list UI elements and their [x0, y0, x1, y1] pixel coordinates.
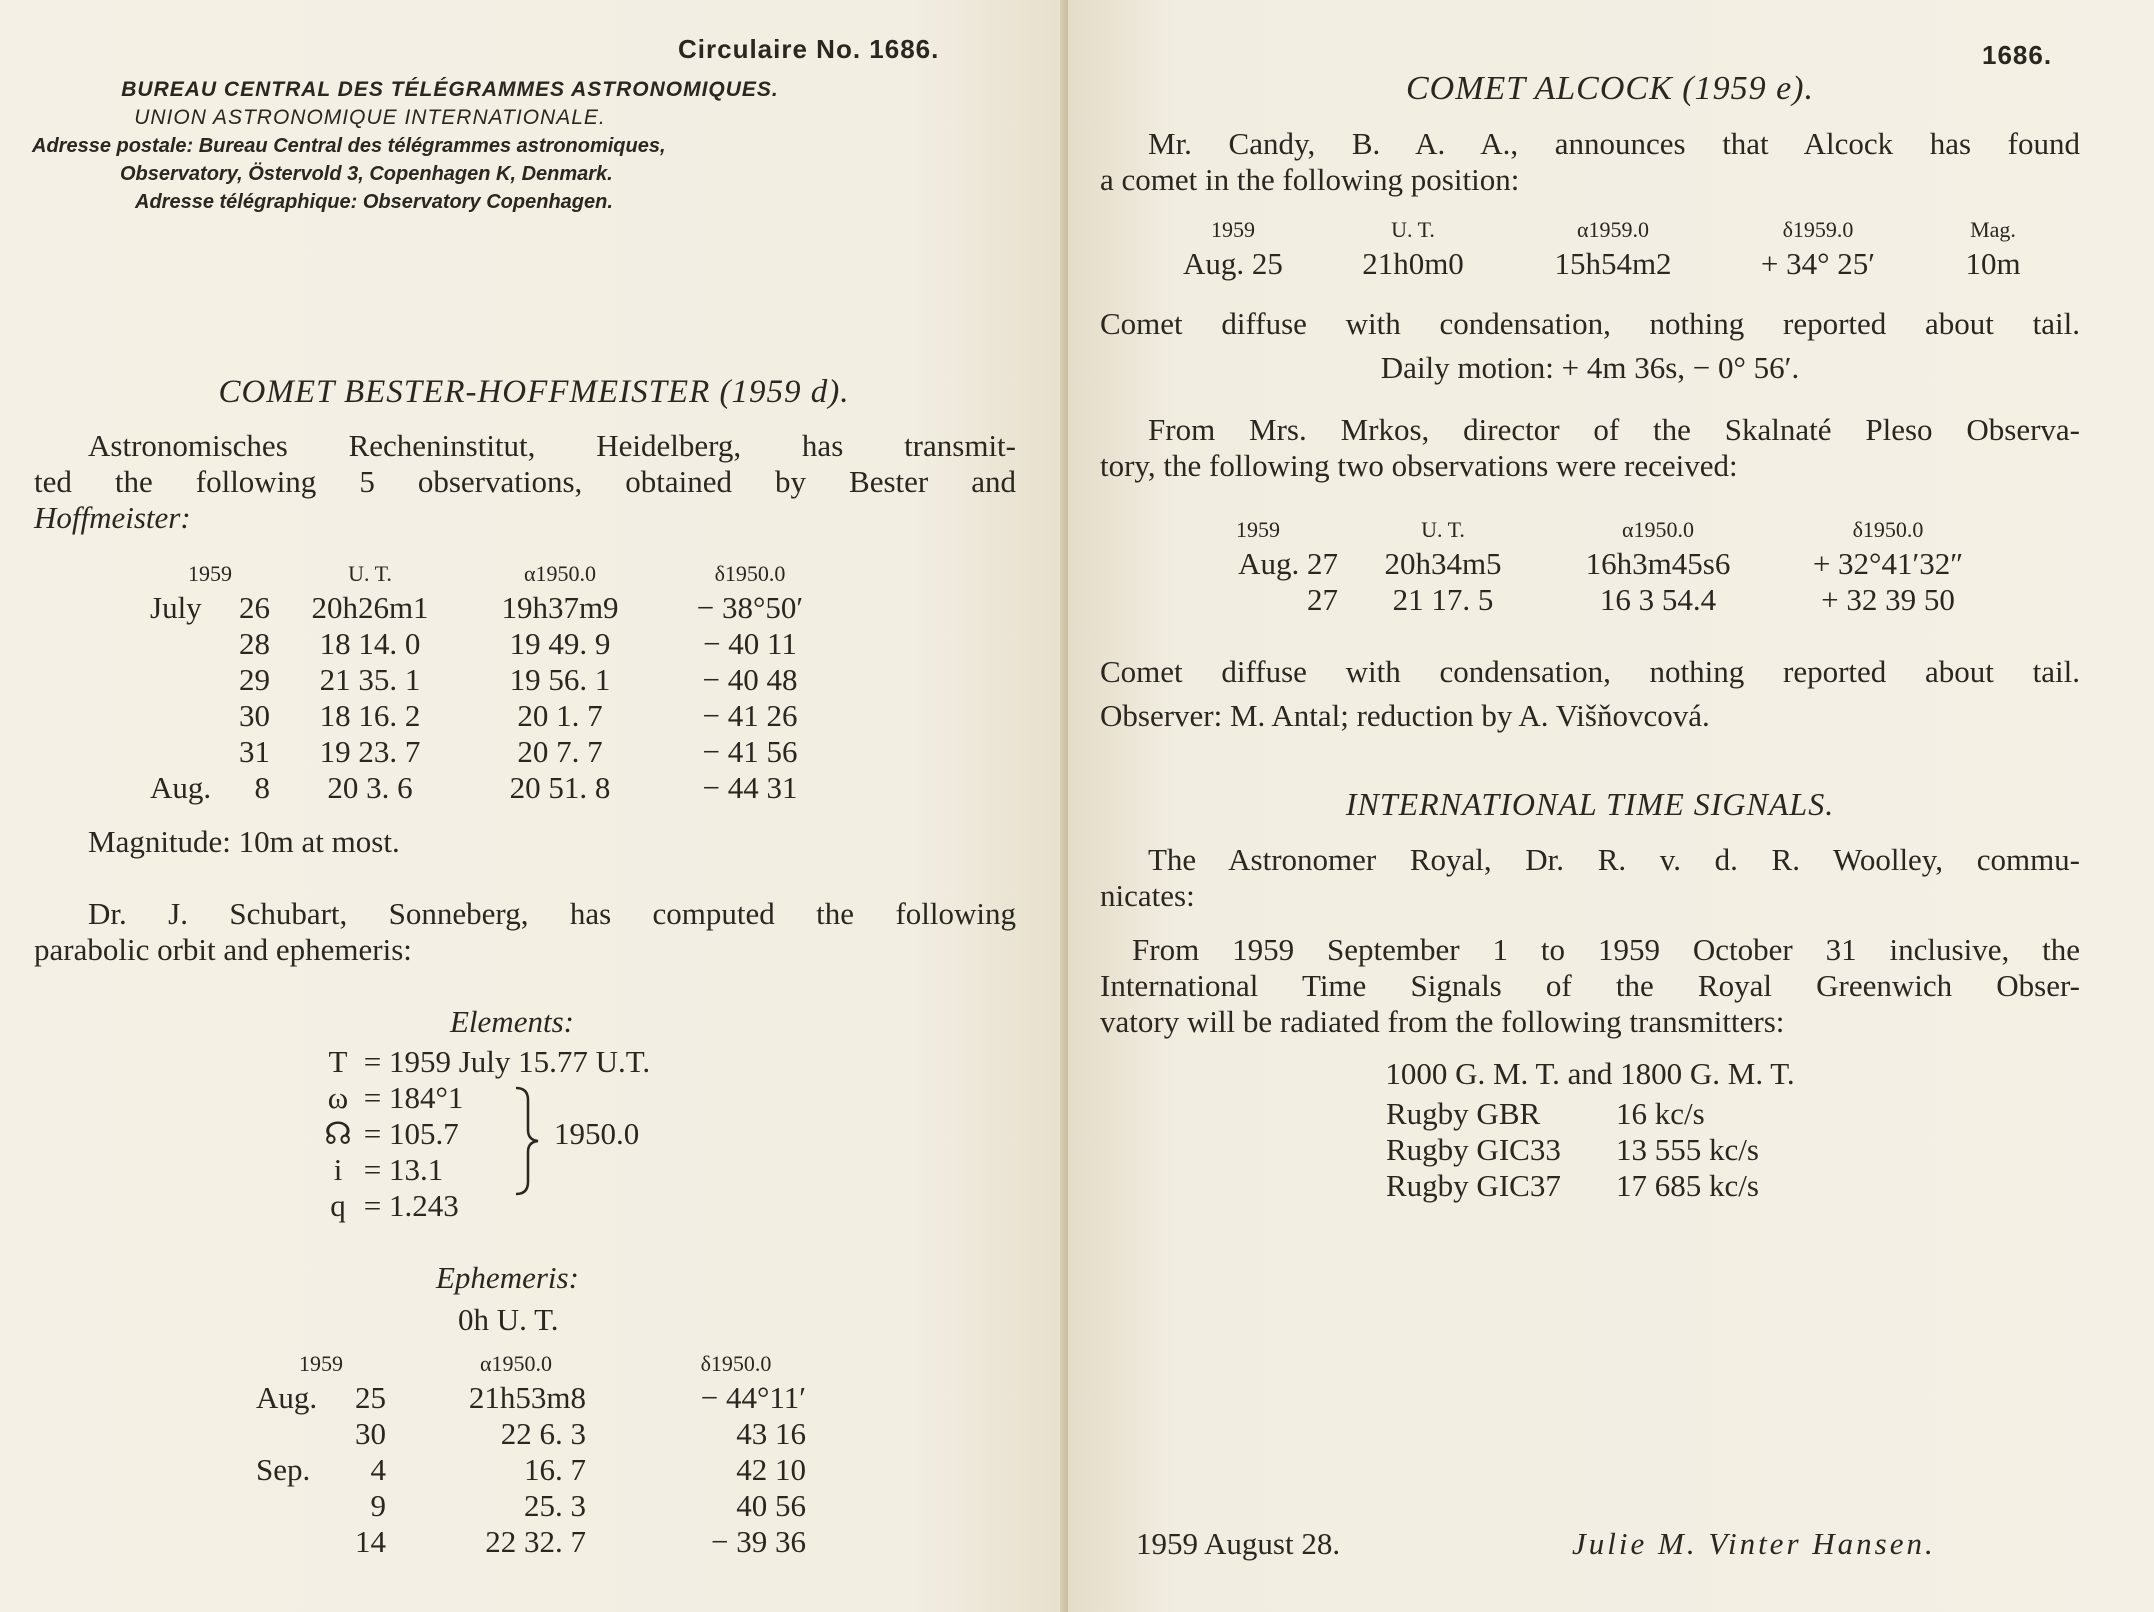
element-row: ω = 184°1: [327, 1080, 464, 1115]
schubart-line2: parabolic orbit and ephemeris:: [34, 932, 412, 967]
telegraphic-address: Adresse télégraphique: Observatory Copenhagen.: [135, 191, 613, 213]
left-page: [0, 0, 1068, 1612]
bester-observations-table: [150, 558, 850, 806]
bureau-title: BUREAU CENTRAL DES TÉLÉGRAMMES ASTRONOMIQUES.: [121, 78, 779, 101]
obs-header-ra: α1950.0: [523, 561, 597, 586]
postal-address-line1: Adresse postale: Bureau Central des télégrammes astronomiques,: [32, 135, 666, 157]
comet-bester-hoffmeister-title: COMET BESTER-HOFFMEISTER (1959 d).: [218, 374, 850, 410]
table-row: Aug. 25 21h53m8 − 44°11′: [256, 1380, 806, 1415]
mrkos-header-ra: α1950.0: [1621, 517, 1695, 542]
ephemeris-title: Ephemeris:: [436, 1260, 579, 1295]
alcock-header-dec: δ1959.0: [1782, 217, 1854, 242]
diffuse-line2: Comet diffuse with condensation, nothing reported about tail.: [1100, 654, 2080, 689]
table-row: Aug. 8 20 3. 6 20 51. 8 − 44 31: [150, 770, 798, 805]
mrkos-header-year: 1959: [1236, 517, 1280, 542]
mrkos-header-dec: δ1950.0: [1852, 517, 1924, 542]
mrkos-line2: tory, the following two observations were received:: [1100, 448, 1738, 483]
signals-line2: International Time Signals of the Royal Greenwich Obser-: [1100, 968, 2080, 1003]
eph-header-dec: δ1950.0: [700, 1351, 772, 1376]
schubart-line1: Dr. J. Schubart, Sonneberg, has computed the following: [88, 896, 1016, 931]
ephemeris-subtitle: 0h U. T.: [458, 1302, 559, 1337]
table-row: 31 19 23. 7 20 7. 7 − 41 56: [239, 734, 798, 769]
table-row: July 26 20h26m1 19h37m9 − 38°50′: [150, 590, 804, 625]
astronomer-royal-line1: The Astronomer Royal, Dr. R. v. d. R. Woolley, commu-: [1148, 842, 2080, 877]
element-row: ☊ = 105.7: [324, 1116, 459, 1151]
intro-line3: Hoffmeister:: [34, 500, 191, 535]
table-row: Rugby GIC37 17 685 kc/s: [1386, 1168, 1759, 1203]
equinox-label: 1950.0: [554, 1116, 640, 1151]
mrkos-header-ut: U. T.: [1421, 517, 1465, 542]
table-row: Aug. 27 20h34m5 16h3m45s6 + 32°41′32″: [1238, 546, 1964, 581]
obs-header-dec: δ1950.0: [714, 561, 786, 586]
intro-line2: ted the following 5 observations, obtained by Bester and: [34, 464, 1016, 499]
gmt-line: 1000 G. M. T. and 1800 G. M. T.: [1385, 1056, 1795, 1091]
observer-line: Observer: M. Antal; reduction by A. Višňovcová.: [1100, 698, 1710, 733]
circular-date: 1959 August 28.: [1136, 1526, 1341, 1561]
signature: Julie M. Vinter Hansen.: [1572, 1526, 1936, 1561]
postal-address-line2: Observatory, Östervold 3, Copenhagen K, Denmark.: [120, 163, 613, 185]
candy-line2: a comet in the following position:: [1100, 162, 1520, 197]
eph-header-ra: α1950.0: [479, 1351, 553, 1376]
elements-title: Elements:: [450, 1004, 574, 1039]
table-row: Sep. 4 16. 7 42 10: [256, 1452, 806, 1487]
mrkos-observations-table: [1178, 514, 2008, 618]
table-row: Rugby GBR 16 kc/s: [1386, 1096, 1705, 1131]
table-row: 27 21 17. 5 16 3 54.4 + 32 39 50: [1307, 582, 1955, 617]
alcock-header-ut: U. T.: [1391, 217, 1435, 242]
alcock-header-mag: Mag.: [1970, 217, 2016, 242]
daily-motion: Daily motion: + 4m 36s, − 0° 56′.: [1380, 350, 1800, 385]
diffuse-line1: Comet diffuse with condensation, nothing reported about tail.: [1100, 306, 2080, 341]
element-row: T = 1959 July 15.77 U.T.: [328, 1044, 651, 1079]
candy-line1: Mr. Candy, B. A. A., announces that Alcock has found: [1148, 126, 2080, 161]
right-page: [1068, 0, 2154, 1612]
comet-alcock-title: COMET ALCOCK (1959 e).: [1405, 70, 1814, 107]
circular-number: Circulaire No. 1686.: [678, 34, 940, 64]
intro-line1: Astronomisches Recheninstitut, Heidelberg, has transmit-: [88, 428, 1016, 463]
element-row: i = 13.1: [333, 1152, 444, 1187]
time-signals-title: INTERNATIONAL TIME SIGNALS.: [1345, 786, 1835, 822]
eph-header-year: 1959: [299, 1351, 343, 1376]
signals-line1: From 1959 September 1 to 1959 October 31 inclusive, the: [1132, 932, 2080, 967]
magnitude-line: Magnitude: 10m at most.: [88, 824, 400, 859]
table-row: 30 22 6. 3 43 16: [355, 1416, 806, 1451]
brace-icon: [512, 1086, 542, 1196]
transmitters-table: [1386, 1096, 1759, 1204]
obs-header-ut: U. T.: [348, 561, 392, 586]
astronomer-royal-line2: nicates:: [1100, 878, 1195, 913]
table-row: Aug. 25 21h0m0 15h54m2 + 34° 25′ 10m: [1183, 246, 2021, 281]
table-row: 28 18 14. 0 19 49. 9 − 40 11: [239, 626, 797, 661]
signals-line3: vatory will be radiated from the following transmitters:: [1100, 1004, 1785, 1039]
mrkos-line1: From Mrs. Mrkos, director of the Skalnaté Pleso Observa-: [1148, 412, 2080, 447]
table-row: Rugby GIC33 13 555 kc/s: [1386, 1132, 1759, 1167]
page-number: 1686.: [1982, 40, 2053, 70]
table-row: 9 25. 3 40 56: [370, 1488, 806, 1523]
table-row: 30 18 16. 2 20 1. 7 − 41 26: [239, 698, 798, 733]
table-row: 29 21 35. 1 19 56. 1 − 40 48: [239, 662, 798, 697]
ephemeris-table: [256, 1348, 826, 1560]
alcock-header-ra: α1959.0: [1576, 217, 1650, 242]
table-row: 14 22 32. 7 − 39 36: [355, 1524, 806, 1559]
alcock-position-table: [1148, 214, 2068, 282]
obs-header-year: 1959: [188, 561, 232, 586]
alcock-header-year: 1959: [1211, 217, 1255, 242]
union-title: UNION ASTRONOMIQUE INTERNATIONALE.: [134, 106, 606, 129]
element-row: q = 1.243: [330, 1188, 459, 1223]
